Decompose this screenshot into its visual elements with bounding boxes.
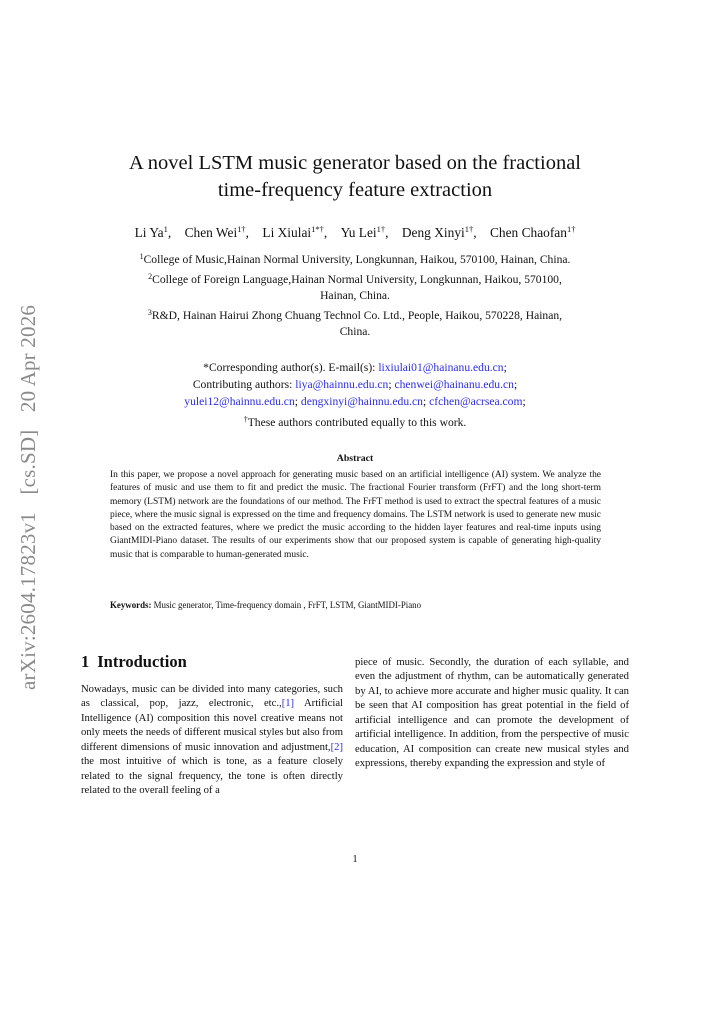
author: Yu Lei$^{1\dagger}$, (340, 224, 389, 240)
contact-info (90, 359, 620, 431)
citation-link[interactable]: [1] (281, 698, 295, 710)
author: Chen Chaofan$^{1\dagger}$ (489, 224, 576, 240)
abstract-text: In this paper, we propose a novel approach for generating music based on an artificial intelligence (AI) system. We analyze the features of music and use them to fit and predict the music. The fractional Fourier transform (FrFT) and the long short-term memory (LSTM) network are the foundations of our method. The FrFT method is used to extract the spectral features of a music piece, where the music signal is expressed on the time and frequency domains. The LSTM network is used to generate new music based on the extracted features, where we predict the music according to the hidden layer features and real-time inputs using GiantMIDI-Piano dataset. The results of our experiments show that our proposed system is capable of generating high-quality music that is comparable to human-generated music. (110, 470, 601, 560)
paper-title (100, 150, 610, 204)
contributing-authors-line: Contributing authors: liya@hainnu.edu.cn; chenwei@hainanu.edu.cn; (192, 378, 518, 392)
affiliation-line: $^1$College of Music,Hainan Normal University, Longkunnan, Haikou, 570100, Hainan, China. (139, 252, 571, 266)
citation-link[interactable]: [2] (330, 741, 343, 753)
abstract-heading: Abstract (336, 453, 374, 464)
author-list (90, 224, 620, 241)
corresponding-author-line: *Corresponding author(s). E-mail(s): lixiulai01@hainanu.edu.cn; (203, 361, 507, 374)
section-heading (81, 652, 351, 672)
keywords (110, 600, 601, 610)
equal-contribution-note: †These authors contributed equally to this work. (243, 414, 467, 429)
arxiv-identifier-stamp (16, 270, 46, 690)
email-link[interactable]: cfchen@acrsea.com (429, 395, 523, 409)
page-number: 1 (352, 854, 358, 865)
title-line: time-frequency feature extraction (217, 179, 493, 201)
author: Li Ya$^1$, (134, 224, 172, 240)
affiliation-line: Hainan, China. (320, 289, 390, 303)
arxiv-date: 20 Apr 2026 (16, 304, 40, 413)
email-link[interactable]: dengxinyi@hainnu.edu.cn (300, 395, 423, 409)
keywords-label: Keywords: (110, 600, 152, 610)
affiliation-line: China. (339, 325, 371, 339)
contributing-emails-line: yulei12@hainnu.edu.cn; dengxinyi@hainnu.edu.cn; cfchen@acrsea.com; (184, 395, 526, 409)
keywords-text: Music generator, Time-frequency domain , FrFT, LSTM, GiantMIDI-Piano (153, 600, 422, 610)
email-link[interactable]: yulei12@hainnu.edu.cn (184, 395, 295, 409)
email-link[interactable]: chenwei@hainanu.edu.cn (394, 378, 514, 392)
email-link[interactable]: liya@hainnu.edu.cn (295, 378, 389, 392)
affiliations (90, 249, 620, 341)
arxiv-id: arXiv:2604.17823v1 (16, 512, 40, 690)
affiliation-line: $^2$College of Foreign Language,Hainan Normal University, Longkunnan, Haikou, 570100, (148, 271, 562, 286)
arxiv-category: [cs.SD] (16, 429, 40, 495)
title-line: A novel LSTM music generator based on the fractional (128, 152, 581, 174)
affiliation-line: $^3$R&D, Hainan Hairui Zhong Chuang Technol Co. Ltd., People, Haikou, 570228, Hainan, (147, 307, 563, 322)
author: Chen Wei$^{1\dagger}$, (184, 224, 250, 240)
section-number: 1 (81, 652, 90, 671)
author: Deng Xinyi$^{1\dagger}$, (401, 224, 477, 240)
email-link[interactable]: lixiulai01@hainanu.edu.cn (378, 361, 504, 374)
author: Li Xiulai$^{1*\dagger}$, (262, 224, 328, 240)
section-title: Introduction (97, 652, 187, 671)
intro-left-column: Nowadays, music can be divided into many categories, such as classical, pop, jazz, electronic, etc.,[1] Artificial Intelligence (AI) composition this novel creative means not only meets the needs of different musical styles but also from different dimensions of music innovation and adjustment,[2] the most intuitive of which is tone, as a feature closely related to the signal frequency, the tone is often directly related to the overall feeling of a (81, 684, 343, 797)
intro-right-column: piece of music. Secondly, the duration of each syllable, and even the adjustment of rhythm, can be automatically generated by AI, to achieve more accurate and higher music quality. It can be seen that AI composition has great potential in the field of artificial intelligence and can promote the development of artificial intelligence. In addition, from the perspective of music education, AI composition can create new musical styles and expressions, thereby expanding the expression and style of (355, 657, 629, 770)
